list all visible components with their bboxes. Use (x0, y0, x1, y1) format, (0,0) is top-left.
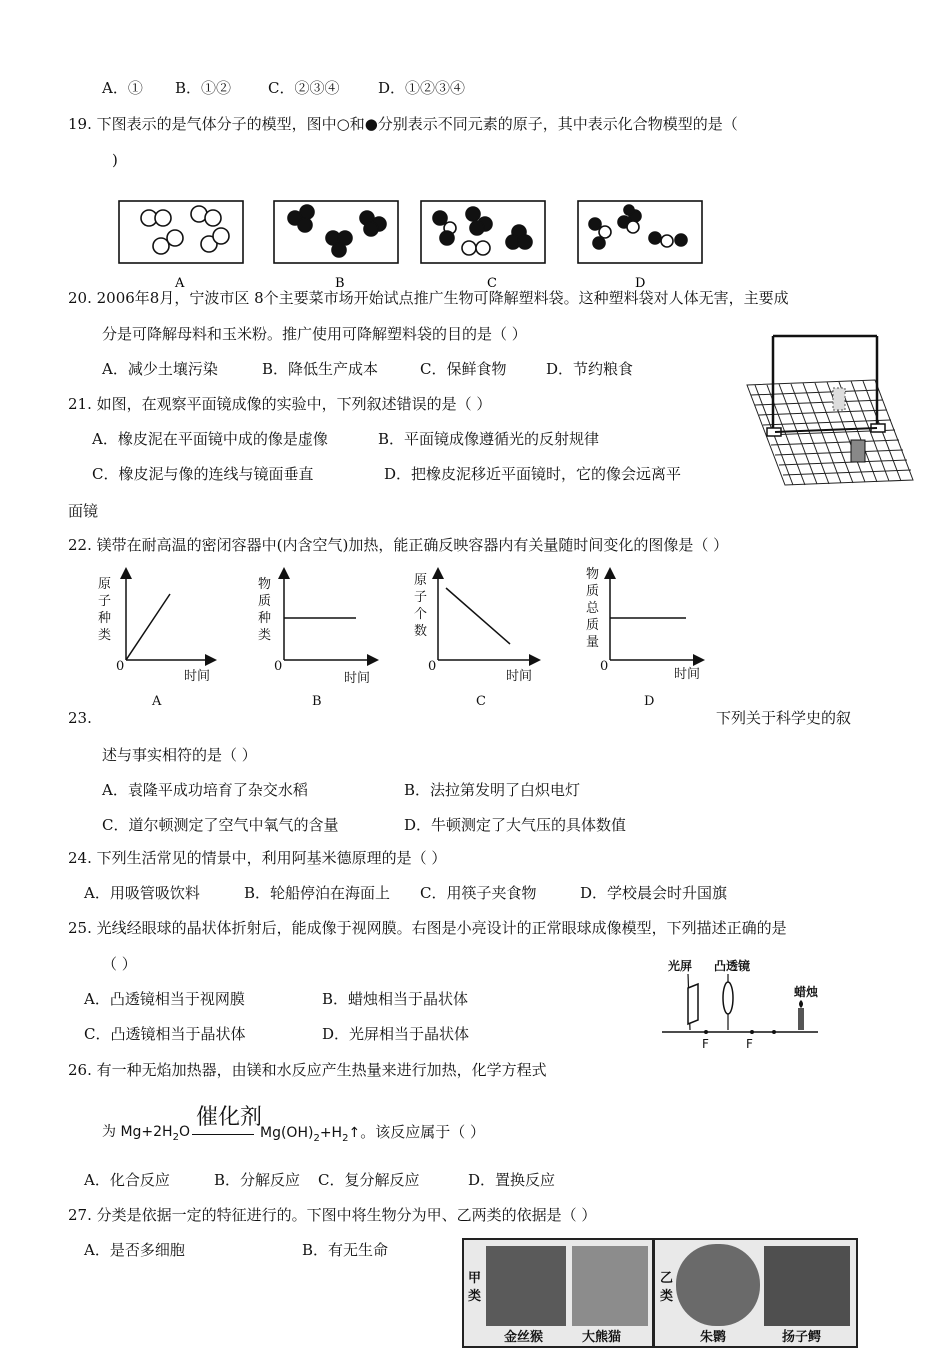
svg-text:类: 类 (258, 628, 272, 643)
svg-text:子: 子 (414, 590, 428, 605)
q19-stem-cont: ) (112, 151, 118, 169)
q27-divider (652, 1240, 655, 1346)
q25-screen (688, 984, 698, 1024)
q26-equation (102, 1122, 190, 1148)
q22-graph-b (258, 570, 376, 709)
q21-mirror-figure (745, 330, 915, 490)
q26-yield-line (192, 1134, 254, 1135)
q23-option-b: B．法拉第发明了白炽电灯 (404, 781, 581, 799)
svg-text:物: 物 (258, 577, 272, 592)
q21-option-a: A．橡皮泥在平面镜中成的像是虚像 (92, 430, 328, 448)
q26-eq-product: Mg(OH) (260, 1125, 314, 1141)
q25-option-b: B．蜡烛相当于晶状体 (322, 990, 469, 1008)
q23-option-a: A．袁隆平成功培育了杂交水稻 (102, 781, 308, 799)
q24-stem: 24. 下列生活常见的情景中，利用阿基米德原理的是（ ） (68, 849, 447, 867)
svg-text:原: 原 (414, 573, 428, 588)
q22-graph-c (414, 570, 538, 709)
q23-option-d: D．牛顿测定了大气压的具体数值 (404, 816, 627, 834)
q22-c-xlabel: 时间 (506, 669, 533, 684)
q22-stem: 22. 镁带在耐高温的密闭容器中(内含空气)加热，能正确反映容器内有关量随时间变化的图像是（ ） (68, 536, 729, 554)
q21-stem: 21. 如图，在观察平面镜成像的实验中，下列叙述错误的是（ ） (68, 395, 492, 413)
q22-a-letter: A (152, 694, 162, 709)
q21-option-d: D．把橡皮泥移近平面镜时，它的像会远离平 (384, 465, 682, 483)
q25-screen-label: 光屏 (668, 959, 693, 973)
svg-text:个: 个 (414, 607, 428, 622)
q25-option-c: C．凸透镜相当于晶状体 (84, 1025, 246, 1043)
q25-f1: F (702, 1037, 709, 1050)
q27-classification-figure (462, 1238, 858, 1348)
q19-label-d: D (635, 276, 646, 291)
q20-option-b: B．降低生产成本 (262, 360, 379, 378)
q24-option-a: A．用吸管吸饮料 (84, 884, 200, 902)
q26-option-c: C．复分解反应 (318, 1171, 420, 1189)
q22-a-ylabel-4: 类 (98, 628, 112, 643)
q27-alligator-image (764, 1246, 850, 1326)
q27-option-b: B．有无生命 (302, 1241, 389, 1259)
q26-eq-sub2: 2 (313, 1132, 320, 1144)
q22-graph-d (586, 566, 702, 709)
q27-crested-ibis-image (676, 1244, 760, 1326)
svg-text:总: 总 (586, 601, 600, 616)
svg-text:质: 质 (258, 594, 272, 609)
q27-option-a: A．是否多细胞 (84, 1241, 185, 1259)
q27-animal-2: 大熊猫 (582, 1330, 622, 1345)
q20-stem-cont: 分是可降解母料和玉米粉。推广使用可降解塑料袋的目的是（ ） (102, 325, 527, 343)
svg-text:质: 质 (586, 618, 600, 633)
q19-stem: 19. 下图表示的是气体分子的模型，图中○和●分别表示不同元素的原子，其中表示化合物模型的是（ (68, 115, 738, 133)
q19-box-d (578, 201, 702, 263)
q20-option-c: C．保鲜食物 (420, 360, 507, 378)
q21-option-d-cont: 面镜 (68, 502, 99, 520)
q26-stem: 26. 有一种无焰加热器，由镁和水反应产生热量来进行加热，化学方程式 (68, 1061, 547, 1079)
q26-option-d: D．置换反应 (468, 1171, 556, 1189)
svg-text:质: 质 (586, 584, 600, 599)
q22-a-ylabel-2: 子 (98, 594, 112, 609)
q23-stem-cont: 述与事实相符的是（ ） (102, 746, 257, 764)
q24-option-d: D．学校晨会时升国旗 (580, 884, 728, 902)
q22-a-xlabel: 时间 (184, 669, 211, 684)
q19-molecule-models (115, 198, 715, 293)
q21-option-b: B．平面镜成像遵循光的反射规律 (378, 430, 600, 448)
q20-stem: 20. 2006年8月，宁波市区 8个主要菜市场开始试点推广生物可降解塑料袋。这种塑料袋对人体无害，主要成 (68, 289, 789, 307)
q22-graphs (88, 564, 728, 714)
q25-lens-label: 凸透镜 (714, 959, 751, 973)
q25-option-a: A．凸透镜相当于视网膜 (84, 990, 245, 1008)
q26-option-a: A．化合反应 (84, 1171, 170, 1189)
svg-text:种: 种 (258, 611, 272, 626)
q22-graph-a (98, 570, 214, 709)
q26-eq-prefix: 为 Mg+2H (102, 1124, 173, 1140)
q25-candle-label: 蜡烛 (794, 985, 819, 999)
svg-text:数: 数 (414, 624, 428, 639)
q22-b-letter: B (312, 694, 322, 709)
q22-c-letter: C (476, 694, 486, 709)
q20-option-a: A．减少土壤污染 (102, 360, 218, 378)
q22-a-ylabel-3: 种 (98, 611, 112, 626)
svg-text:量: 量 (586, 635, 600, 650)
q21-option-c: C．橡皮泥与像的连线与镜面垂直 (92, 465, 314, 483)
q26-option-b: B．分解反应 (214, 1171, 301, 1189)
q26-eq-h: +H (319, 1125, 343, 1141)
q23-number: 23. (68, 709, 92, 727)
q25-option-d: D．光屏相当于晶状体 (322, 1025, 470, 1043)
q27-golden-monkey-image (486, 1246, 566, 1326)
q18-option-c: C．②③④ (268, 79, 340, 97)
q25-f2: F (746, 1037, 753, 1050)
q27-group-a: 甲类 (468, 1271, 482, 1304)
q19-label-b: B (335, 276, 345, 291)
q22-c-origin: 0 (428, 659, 437, 674)
svg-text:物: 物 (586, 567, 600, 582)
q21-image (833, 388, 845, 410)
q22-d-letter: D (644, 694, 655, 709)
q18-option-d: D．①②③④ (378, 79, 466, 97)
q22-a-ylabel-1: 原 (98, 577, 112, 592)
q27-group-b: 乙类 (660, 1271, 674, 1304)
q21-clay (851, 440, 865, 462)
q19-label-a: A (175, 276, 185, 291)
q25-stem: 25. 光线经眼球的晶状体折射后，能成像于视网膜。右图是小亮设计的正常眼球成像模型，下列描述正确的是 (68, 919, 787, 937)
q25-eye-model-figure (658, 954, 838, 1050)
q20-option-d: D．节约粮食 (546, 360, 634, 378)
q22-d-xlabel: 时间 (674, 667, 701, 682)
q18-option-a: A．① (102, 79, 143, 97)
q27-panda-image (572, 1246, 648, 1326)
q23-stem: 下列关于科学史的叙 (716, 709, 852, 727)
q27-stem: 27. 分类是依据一定的特征进行的。下图中将生物分为甲、乙两类的依据是（ ） (68, 1206, 597, 1224)
q26-eq-sub3: 2 (342, 1132, 349, 1144)
q25-lens (723, 982, 733, 1014)
q19-label-c: C (487, 276, 497, 291)
q25-stem-cont: （ ） (102, 955, 137, 973)
q26-eq-sub1: 2 (172, 1131, 179, 1143)
q26-equation-product (260, 1122, 485, 1149)
q22-a-origin: 0 (116, 659, 125, 674)
q24-option-c: C．用筷子夹食物 (420, 884, 537, 902)
q26-eq-arrow: ↑ (348, 1125, 361, 1141)
q26-eq-tail: 。该反应属于（ ） (360, 1123, 485, 1141)
q25-candle (798, 1008, 804, 1030)
q22-b-xlabel: 时间 (344, 671, 371, 686)
q22-b-origin: 0 (274, 659, 283, 674)
q26-eq-o: O (178, 1124, 190, 1140)
q27-animal-4: 扬子鳄 (782, 1330, 822, 1345)
q26-catalyst: 催化剂 (196, 1105, 263, 1130)
q23-option-c: C．道尔顿测定了空气中氧气的含量 (102, 816, 339, 834)
q24-option-b: B．轮船停泊在海面上 (244, 884, 391, 902)
q27-animal-3: 朱鹮 (700, 1330, 727, 1345)
q27-animal-1: 金丝猴 (504, 1330, 544, 1345)
q22-d-origin: 0 (600, 659, 609, 674)
q18-option-b: B．①② (175, 79, 232, 97)
